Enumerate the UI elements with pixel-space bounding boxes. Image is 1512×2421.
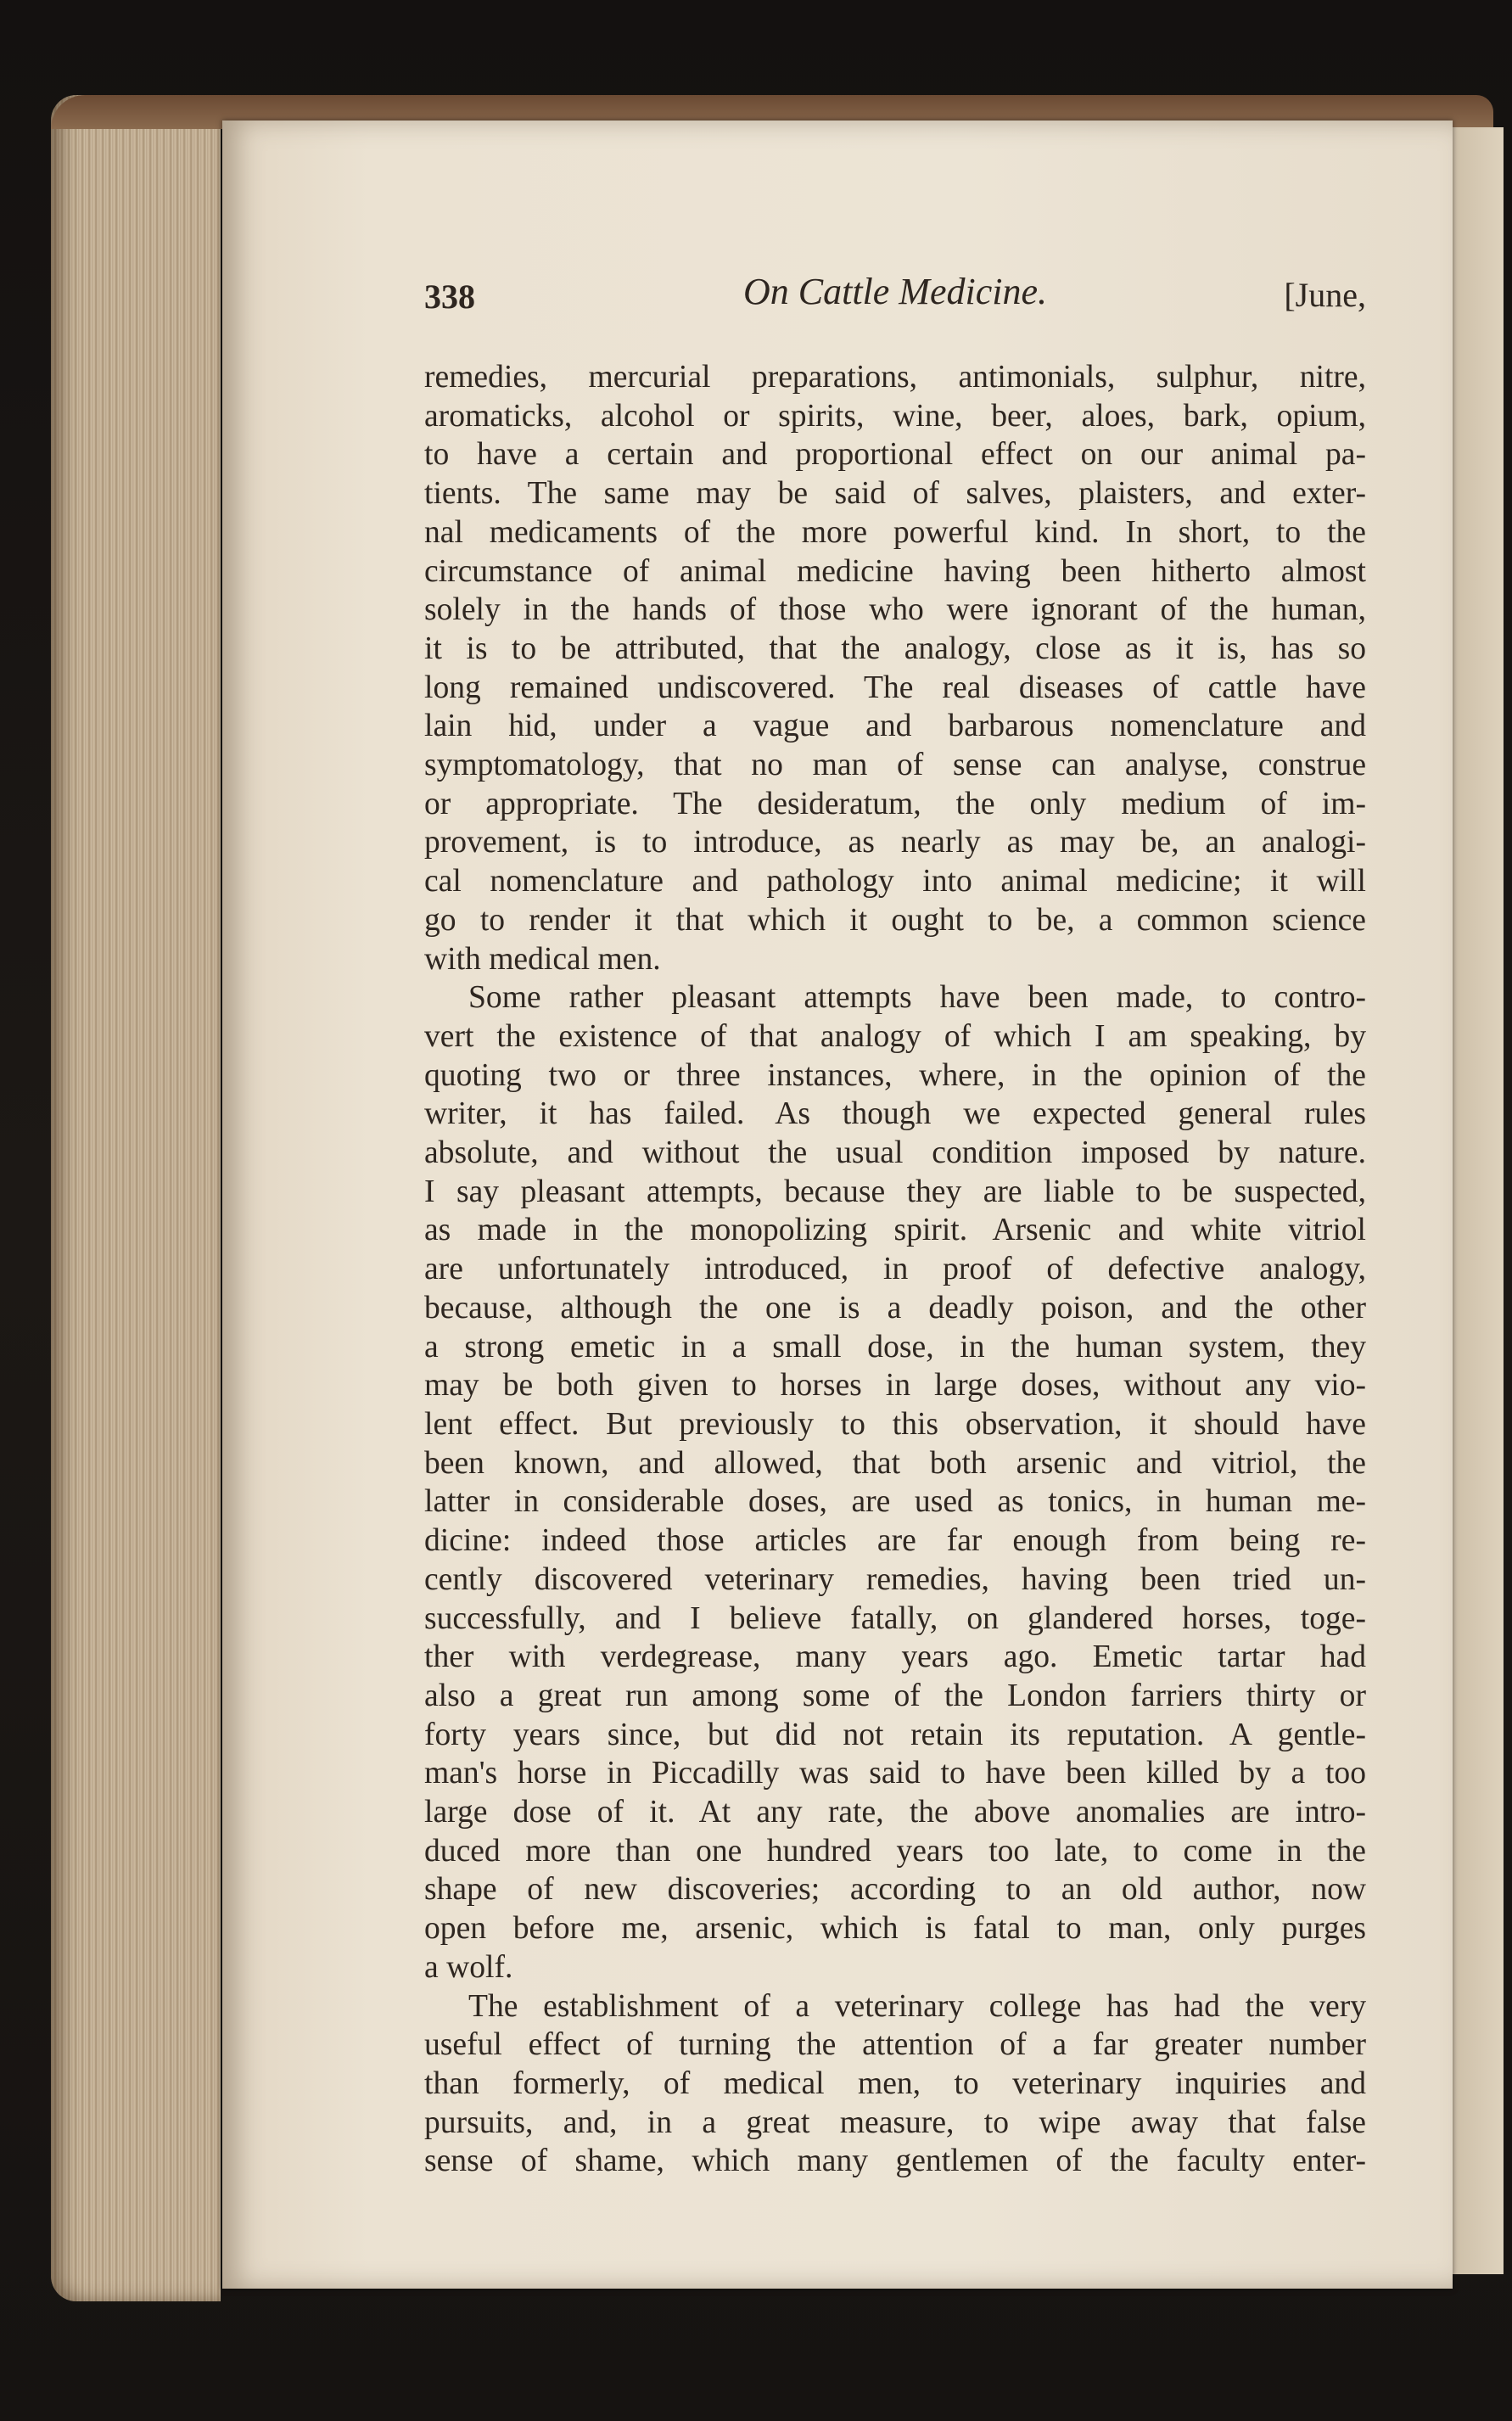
page-edges	[51, 95, 221, 2301]
text-line: ther with verdegrease, many years ago. Emetic tartar had	[424, 1639, 1366, 1675]
text-line: absolute, and without the usual condition imposed by nature.	[424, 1135, 1366, 1171]
text-line: man's horse in Piccadilly was said to have been killed by a too	[424, 1756, 1366, 1791]
text-line: pursuits, and, in a great measure, to wipe away that false	[424, 2104, 1366, 2140]
text-line: or appropriate. The desideratum, the only medium of im-	[424, 786, 1366, 821]
text-line: vert the existence of that analogy of which I am speaking, by	[424, 1018, 1366, 1054]
text-line: as made in the monopolizing spirit. Arsenic and white vitriol	[424, 1213, 1366, 1248]
running-date: [June,	[1284, 276, 1366, 314]
text-line: lent effect. But previously to this observation, it should have	[424, 1406, 1366, 1442]
text-line: remedies, mercurial preparations, antimonials, sulphur, nitre,	[424, 360, 1366, 395]
text-line: symptomatology, that no man of sense can analyse, construe	[424, 748, 1366, 783]
text-line: shape of new discoveries; according to an old author, now	[424, 1872, 1366, 1908]
text-line: provement, is to introduce, as nearly as may be, an analogi-	[424, 825, 1366, 860]
text-line: aromaticks, alcohol or spirits, wine, beer, aloes, bark, opium,	[424, 398, 1366, 434]
text-line: lain hid, under a vague and barbarous nomenclature and	[424, 709, 1366, 744]
text-line: forty years since, but did not retain its reputation. A gentle-	[424, 1717, 1366, 1752]
body-text	[424, 358, 1366, 2181]
text-line: duced more than one hundred years too late, to come in the	[424, 1833, 1366, 1869]
text-line: nal medicaments of the more powerful kind. In short, to the	[424, 514, 1366, 550]
text-line: writer, it has failed. As though we expected general rules	[424, 1096, 1366, 1132]
text-line: useful effect of turning the attention of a far greater number	[424, 2027, 1366, 2063]
text-line: are unfortunately introduced, in proof of defective analogy,	[424, 1252, 1366, 1287]
text-line: latter in considerable doses, are used as tonics, in human me-	[424, 1484, 1366, 1520]
text-line: because, although the one is a deadly poison, and the other	[424, 1290, 1366, 1325]
text-line: tients. The same may be said of salves, plaisters, and exter-	[424, 476, 1366, 512]
paragraph	[424, 358, 1366, 978]
text-line: large dose of it. At any rate, the above anomalies are intro-	[424, 1795, 1366, 1830]
page-text-block	[424, 270, 1366, 2181]
paragraph	[424, 978, 1366, 1987]
text-line: also a great run among some of the London farriers thirty or	[424, 1678, 1366, 1713]
text-line: dicine: indeed those articles are far enough from being re-	[424, 1523, 1366, 1559]
text-line: I say pleasant attempts, because they are liable to be suspected,	[424, 1174, 1366, 1209]
facing-page-edge	[1453, 127, 1504, 2274]
running-title: On Cattle Medicine.	[742, 271, 1047, 312]
text-line: circumstance of animal medicine having been hitherto almost	[424, 553, 1366, 589]
text-line: long remained undiscovered. The real diseases of cattle have	[424, 670, 1366, 705]
paragraph	[424, 1987, 1366, 2182]
text-line: it is to be attributed, that the analogy, close as it is, has so	[424, 630, 1366, 666]
text-line: successfully, and I believe fatally, on glandered horses, toge-	[424, 1600, 1366, 1636]
text-line: cently discovered veterinary remedies, having been tried un-	[424, 1561, 1366, 1597]
text-line: been known, and allowed, that both arsenic and vitriol, the	[424, 1445, 1366, 1481]
page-number: 338	[424, 277, 475, 316]
text-line: open before me, arsenic, which is fatal to man, only purges	[424, 1911, 1366, 1947]
text-line: quoting two or three instances, where, in the opinion of the	[424, 1057, 1366, 1093]
text-line: Some rather pleasant attempts have been made, to contro-	[468, 980, 1366, 1016]
text-line: may be both given to horses in large doses, without any vio-	[424, 1368, 1366, 1404]
text-line: solely in the hands of those who were ignorant of the human,	[424, 592, 1366, 628]
text-line: a strong emetic in a small dose, in the human system, they	[424, 1329, 1366, 1365]
text-line: to have a certain and proportional effect on our animal pa-	[424, 437, 1366, 473]
text-line: a wolf.	[424, 1949, 513, 1985]
text-line: The establishment of a veterinary college has had the very	[468, 1988, 1366, 2024]
text-line: cal nomenclature and pathology into animal medicine; it will	[424, 864, 1366, 899]
running-head	[424, 270, 1366, 321]
text-line: go to render it that which it ought to be, a common science	[424, 902, 1366, 938]
text-line: with medical men.	[424, 941, 661, 977]
text-line: than formerly, of medical men, to veterinary inquiries and	[424, 2065, 1366, 2101]
text-line: sense of shame, which many gentlemen of the faculty enter-	[424, 2144, 1366, 2179]
